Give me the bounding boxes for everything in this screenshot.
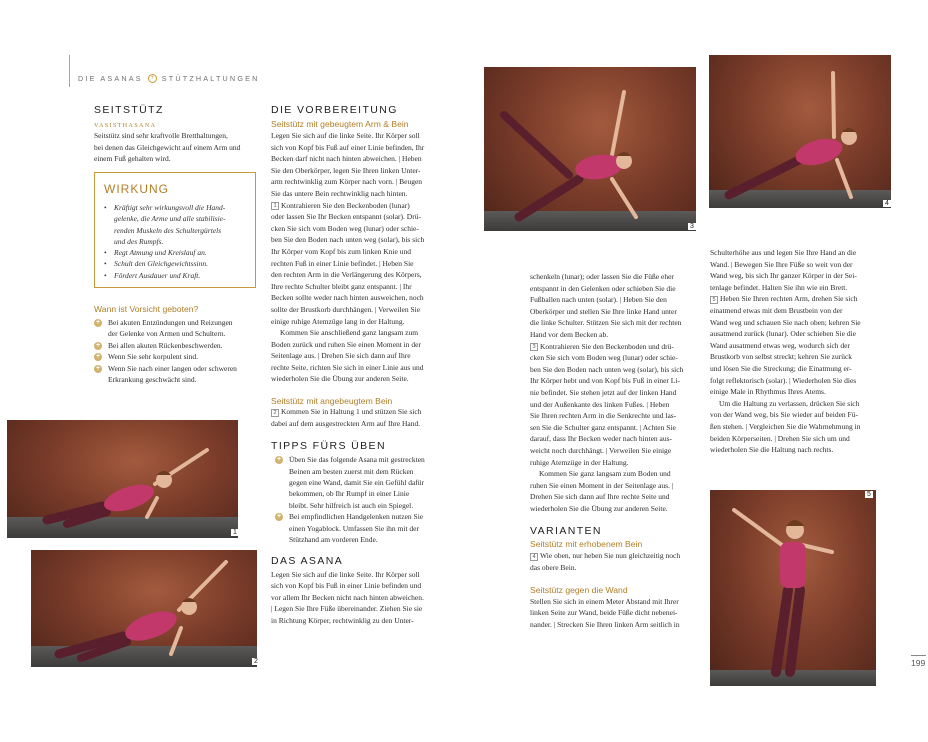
yoga-figure-icon bbox=[709, 55, 891, 208]
column-4 bbox=[710, 247, 890, 456]
plus-bullet-icon: + bbox=[95, 353, 101, 361]
plus-bullet-icon: + bbox=[95, 364, 101, 372]
plus-bullet-icon: + bbox=[276, 513, 282, 521]
varianten-title: VARIANTEN bbox=[530, 525, 602, 538]
circle-plus-icon: + bbox=[148, 74, 157, 83]
asana-title: DAS ASANA bbox=[271, 554, 344, 567]
list-item: + Üben Sie das folgende Asana mit gestreckten Beinen am besten zuerst mit dem Rücken gegen eine Wand, damit Sie ein Gefühl dafür bekommen, ob Ihr Rumpf in einer Linie bleibt. Sehr hilfreich ist auch ein Spiegel. bbox=[276, 455, 425, 510]
step-number: 3 bbox=[530, 343, 538, 351]
intro-text: Seitstütz sind sehr kraftvolle Bretthaltungen, bei denen das Gleichgewicht auf einem Arm und einem Fuß gehalten wird. bbox=[94, 131, 241, 164]
asana-text: Legen Sie sich auf die linke Seite. Ihr Körper soll sich von Kopf bis Fuß in einer Linie befinden und vor allem Ihr Becken nicht nach hinten abweichen. | Legen Sie Ihre Füße übereinander. Ziehen Sie sie in Richtung Körper, rechtwinklig zu den Unter- bbox=[271, 569, 424, 625]
wirkung-title: WIRKUNG bbox=[104, 182, 169, 196]
step-number: 1 bbox=[271, 202, 279, 210]
sanskrit-name: VASISTHASANA bbox=[94, 122, 157, 129]
yoga-figure-icon bbox=[31, 550, 257, 667]
folio-rule bbox=[911, 655, 926, 656]
list-item: + Wenn Sie nach einer langen oder schweren Erkrankung geschwächt sind. bbox=[95, 363, 237, 385]
photo-number: 3 bbox=[690, 223, 694, 230]
list-item: + Bei empfindlichen Handgelenken nutzen Sie einen Yogablock. Umfassen Sie ihn mit der Stützhand am vorderen Ende. bbox=[276, 512, 424, 545]
step-number: 5 bbox=[710, 296, 718, 304]
photo-pose-2 bbox=[31, 550, 257, 667]
photo-number: 4 bbox=[885, 200, 889, 207]
tipps-title: TIPPS FÜRS ÜBEN bbox=[271, 440, 386, 453]
step-number: 4 bbox=[530, 553, 538, 561]
runhead-chapter: STÜTZHALTUNGEN bbox=[161, 74, 260, 83]
step-number: 2 bbox=[271, 409, 279, 417]
erhoben-text: 4 Wie oben, nur heben Sie nun gleichzeitig noch das obere Bein. bbox=[530, 551, 681, 573]
runhead-section: DIE ASANAS bbox=[78, 74, 143, 83]
vorbereitung-title: DIE VORBEREITUNG bbox=[271, 104, 398, 116]
yoga-figure-icon bbox=[710, 490, 876, 686]
photo-pose-5 bbox=[710, 490, 876, 686]
photo-pose-4 bbox=[709, 55, 891, 208]
vorsicht-section bbox=[94, 304, 264, 385]
erhoben-subtitle: Seitstütz mit erhobenem Bein bbox=[530, 539, 643, 550]
vorsicht-list bbox=[94, 317, 264, 385]
list-item: • Regt Atmung und Kreislauf an. bbox=[104, 247, 247, 258]
photo-number: 1 bbox=[233, 529, 237, 536]
tipps-list bbox=[271, 454, 451, 545]
list-item: + Wenn Sie sehr korpulent sind. bbox=[95, 352, 199, 362]
wirkung-box bbox=[94, 172, 256, 288]
vorbereitung-subtitle: Seitstütz mit gebeugtem Arm & Bein bbox=[271, 119, 409, 129]
photo-pose-1 bbox=[7, 420, 238, 538]
section-title: SEITSTÜTZ bbox=[94, 104, 164, 116]
page-number: 199 bbox=[911, 658, 926, 668]
list-item: • Fördert Ausdauer und Kraft. bbox=[104, 270, 247, 281]
wand-continued-text: Schulterhöhe aus und legen Sie Ihre Hand an die Wand. | Bewegen Sie Ihre Füße so weit von der Wand weg, bis sich Ihr ganzer Körper in der Sei- tenlage befindet. Halten Sie ihn wie ein Brett. 5 Heben Sie Ihren rechten Arm, drehen Sie sich einatmend etwas mit dem Brustbein von der Wand weg und schauen Sie nach oben; kehren Sie ausatmend zurück (lunar). Oder schieben Sie die Wand ausatmend etwas weg, wodurch sich der Brustkorb von selbst streckt; kehren Sie zurück und lösen Sie die Streckung; die Einatmung er- folgt reflektorisch (solar). | Wiederholen Sie dies einige Male in Rhythmus Ihres Atems. Um die Haltung zu verlassen, drücken Sie sich von der Wand weg, bis Sie wieder auf beiden Fü- ßen stehen. | Vergleichen Sie die Wahrnehmung in beiden Körperseiten. | Drehen Sie sich um und wiederholen Sie die Haltung nach rechts. bbox=[710, 248, 861, 455]
list-item: • Schult den Gleichgewichtssinn. bbox=[104, 258, 247, 269]
vorsicht-title: Wann ist Vorsicht geboten? bbox=[94, 304, 199, 314]
column-3 bbox=[530, 271, 700, 630]
angebeugt-subtitle: Seitstütz mit angebeugtem Bein bbox=[271, 396, 393, 407]
vorbereitung-text: Legen Sie sich auf die linke Seite. Ihr Körper soll sich von Kopf bis Fuß auf einer Linie befinden, Ihr Becken darf nicht nach hinten abweichen. | Heben Sie den Oberkörper, legen Sie Ihren linken Unter- arm rechtwinklig zum Körper nach vorn. | Beugen Sie das untere Bein rechtwinklig nach hinten. 1 Kontrahieren Sie den Beckenboden (lunar) oder lassen Sie Ihr Becken entspannt (solar). Drü- cken Sie sich vom Boden weg (lunar) oder schie- ben Sie den Boden nach unten weg (solar), bis sich Ihr Körper vom Kopf bis zum linken Knie und rechten Fuß in einer Linie befindet. | Heben Sie den rechten Arm in die Verlängerung des Körpers, Ihre rechte Schulter bleibt ganz entspannt. | Ihr Becken sollte weder nach hinten ausweichen, noch sollte der Brustkorb durchhängen. | Verweilen Sie einige ruhige Atemzüge lang in der Haltung. Kommen Sie anschließend ganz langsam zum Boden zurück und ruhen Sie einen Moment in der Seitenlage aus. | Drehen Sie sich dann auf Ihre rechte Seite, richten Sie sich in einer Linie aus und wiederholen Sie die Übung zur anderen Seite. bbox=[271, 131, 425, 384]
yoga-figure-icon bbox=[7, 420, 238, 538]
list-item: • Kräftigt sehr wirkungsvoll die Hand- gelenke, die Arme und alle stabilisie- renden Muskeln des Schultergürtels und des Rumpfs. bbox=[104, 202, 247, 247]
wirkung-list bbox=[104, 202, 247, 281]
plus-bullet-icon: + bbox=[276, 456, 282, 464]
angebeugt-text: 2 Kommen Sie in Haltung 1 und stützen Sie sich dabei auf dem ausgestreckten Arm auf Ihre Hand. bbox=[271, 407, 422, 428]
list-item: + Bei akuten Entzündungen und Reizungen der Gelenke von Armen und Schultern. bbox=[95, 318, 233, 339]
column-1 bbox=[94, 104, 264, 165]
list-item: + Bei allen akuten Rückenbeschwerden. bbox=[95, 340, 223, 350]
photo-pose-3 bbox=[484, 67, 696, 231]
column-2 bbox=[271, 104, 451, 626]
yoga-figure-icon bbox=[484, 67, 696, 231]
plus-bullet-icon: + bbox=[95, 319, 101, 326]
wand-text: Stellen Sie sich in einem Meter Abstand mit Ihrer linken Seite zur Wand, beide Füße dicht nebenei- nander. | Strecken Sie Ihren linken Arm seitlich in bbox=[530, 596, 680, 629]
header-rule bbox=[69, 55, 70, 87]
photo-number: 2 bbox=[254, 658, 258, 665]
wand-subtitle: Seitstütz gegen die Wand bbox=[530, 584, 628, 595]
photo-number: 5 bbox=[867, 491, 871, 498]
plus-bullet-icon: + bbox=[95, 341, 101, 349]
asana-continued-text: schenkeln (lunar); oder lassen Sie die Füße eher entspannt in den Gelenken oder schieben Sie die Fußballen nach unten (solar). | Heben Sie den Oberkörper und stellen Sie Ihre linke Hand unter die linke Schulter. Stützen Sie sich mit der rechten Hand vor dem Becken ab. 3 Kontrahieren Sie den Beckenboden und drü- cken Sie sich vom Boden weg (lunar) oder schie- ben Sie den Boden nach unten weg (solar), bis sich Ihr Körper hebt und von Kopf bis Fuß in einer Li- nie befindet. Sie stehen jetzt auf der linken Hand und der Außenkante des linken Fußes. | Heben Sie Ihren rechten Arm in die Senkrechte und las- sen Sie die Schulter ganz entspannt. | Achten Sie darauf, dass Ihr Becken weder nach hinten aus- weicht noch durchhängt. | Verweilen Sie einige ruhige Atemzüge in der Haltung. Kommen Sie ganz langsam zum Boden und ruhen Sie einen Moment in der Seitenlage aus. | Drehen Sie sich dann auf Ihre rechte Seite und wiederholen Sie die Übung zur anderen Seite. bbox=[530, 272, 684, 513]
running-header bbox=[78, 74, 260, 83]
